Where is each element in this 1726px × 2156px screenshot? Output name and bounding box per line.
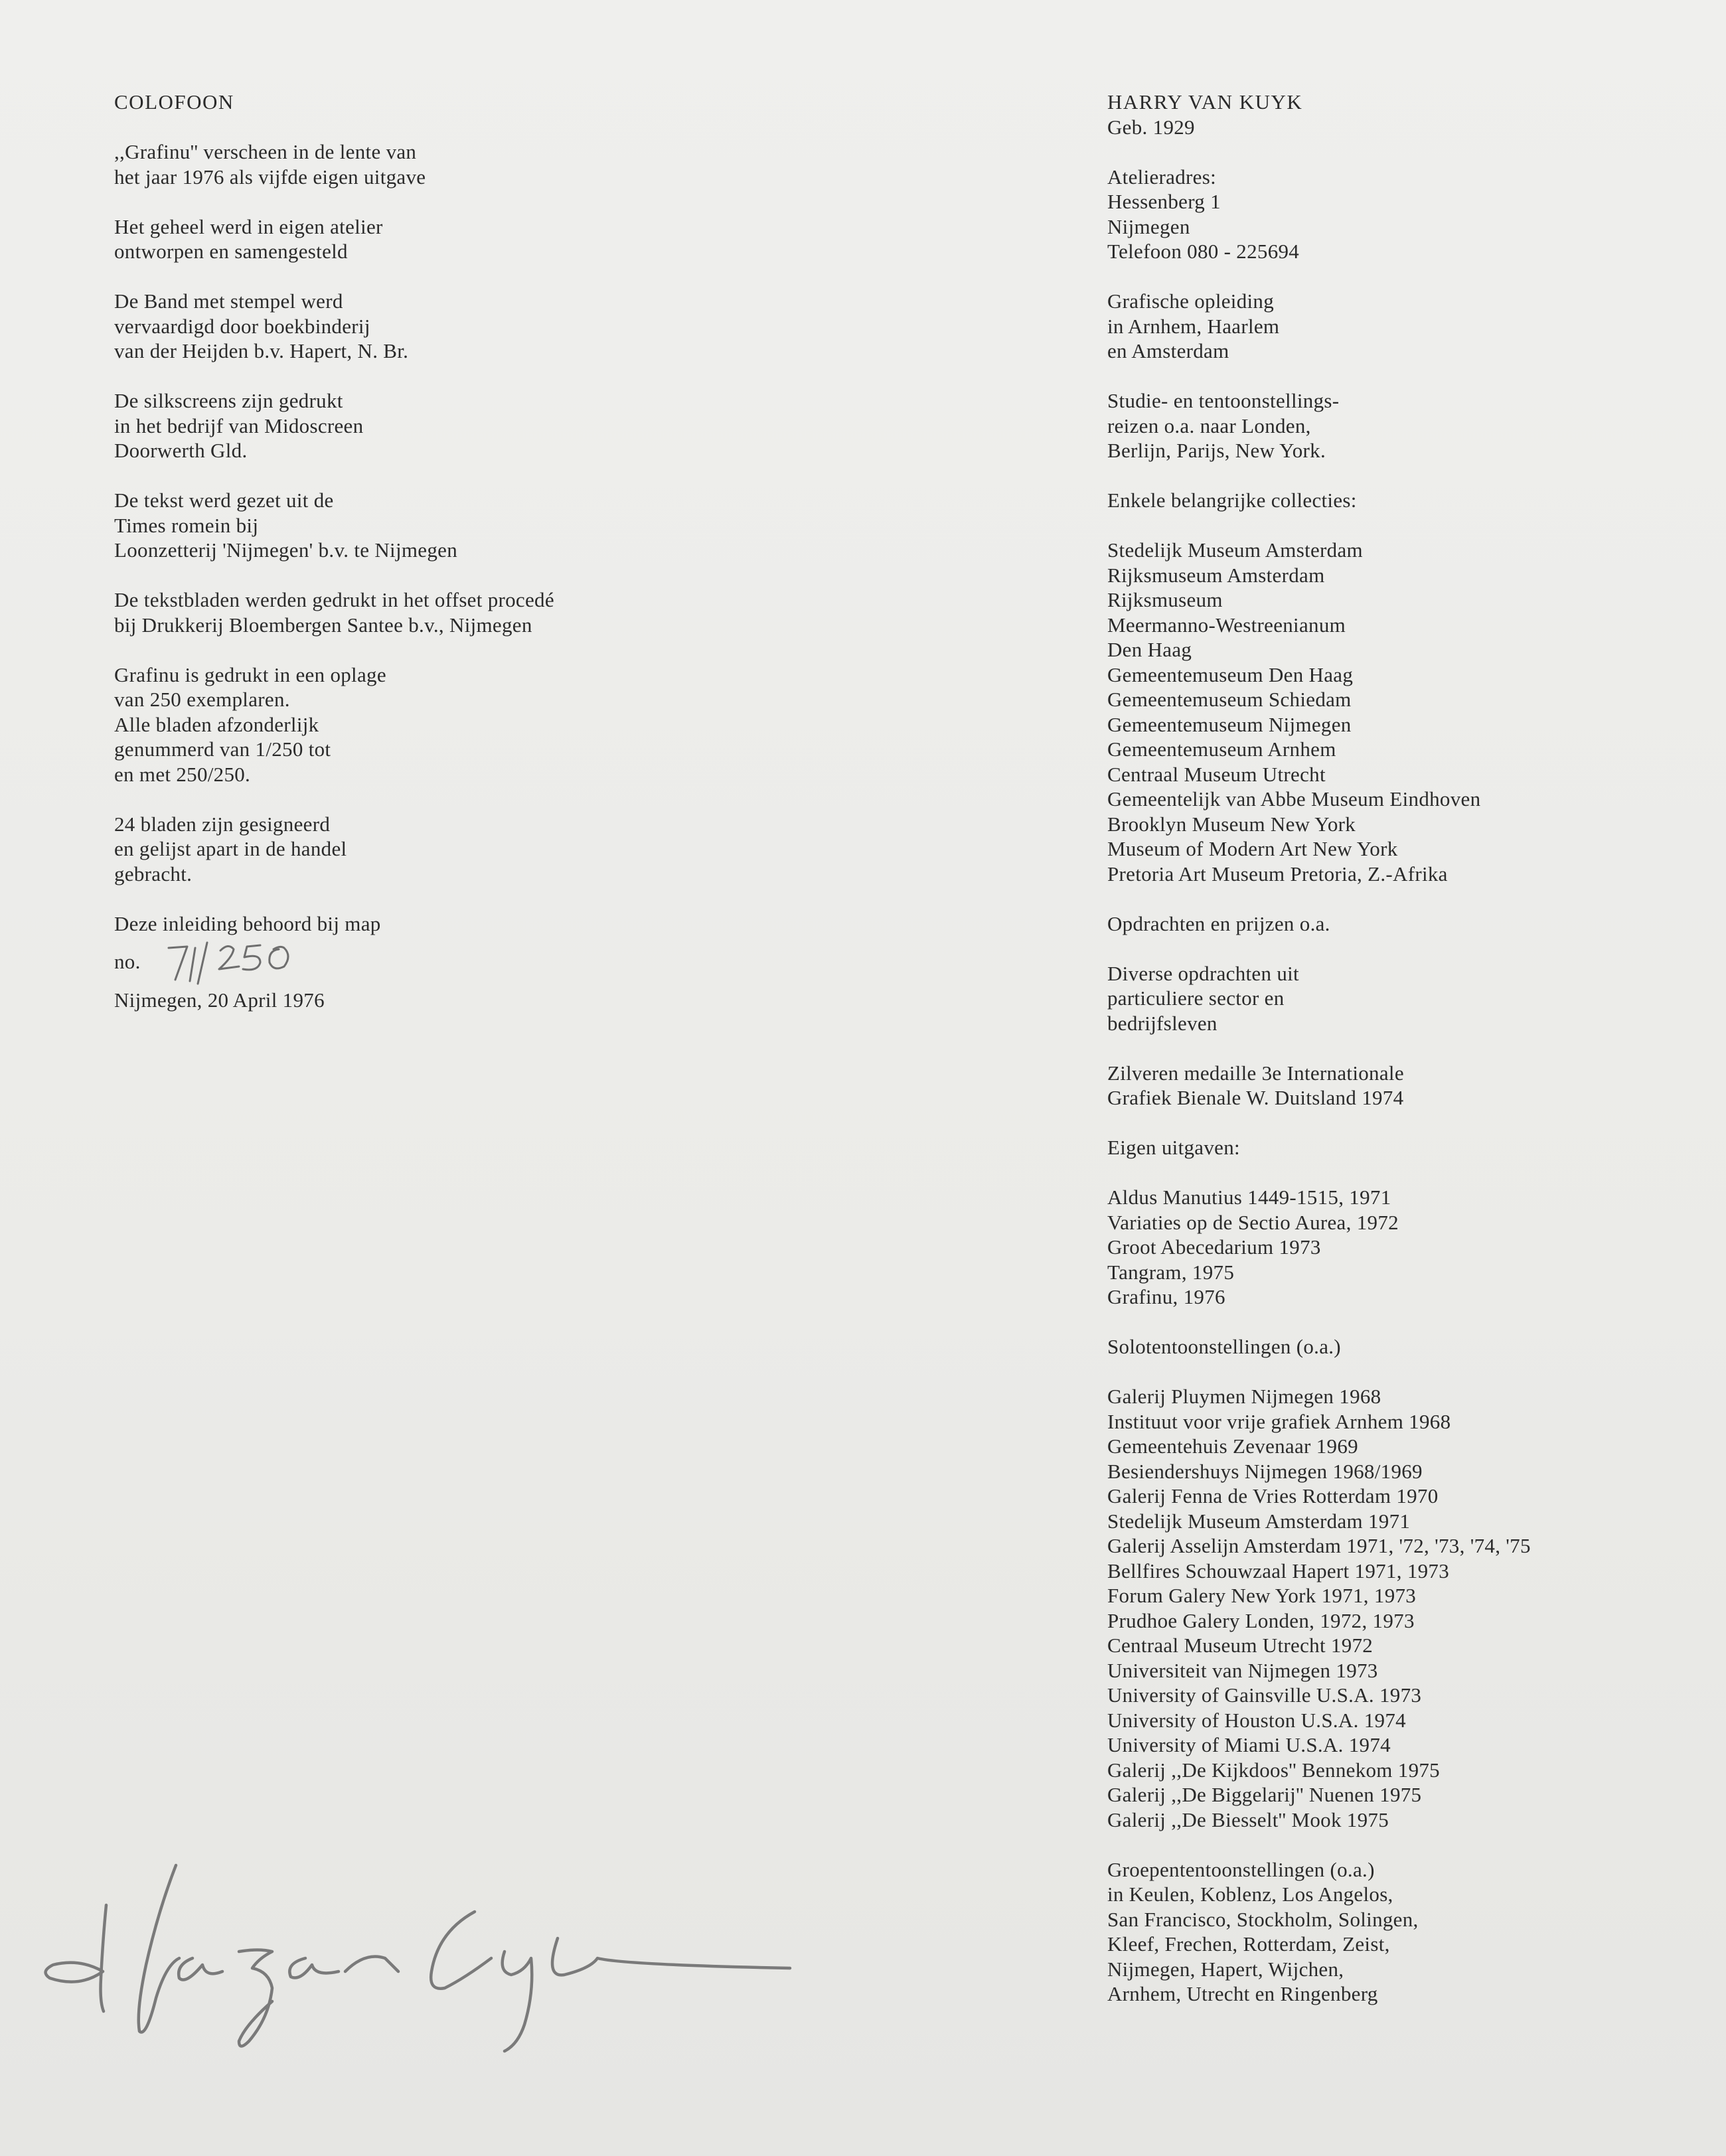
text-line: Diverse opdrachten uit <box>1107 961 1299 985</box>
list-item: Galerij Asselijn Amsterdam 1971, '72, '73, '74, '75 <box>1107 1534 1531 1557</box>
commissions <box>1107 961 1705 1036</box>
text-line: gebracht. <box>114 862 193 886</box>
list-item: Grafinu, 1976 <box>1107 1285 1225 1308</box>
publications-heading: Eigen uitgaven: <box>1107 1136 1240 1159</box>
colophon-paragraph <box>114 139 778 189</box>
number-label: no. <box>114 950 141 973</box>
colophon-paragraph <box>114 662 778 787</box>
text-line: Grafinu is gedrukt in een oplage <box>114 662 386 686</box>
artist-name-heading: HARRY VAN KUYK <box>1107 90 1303 114</box>
list-item: Meermanno-Westreenianum <box>1107 613 1346 637</box>
list-item: Aldus Manutius 1449-1515, 1971 <box>1107 1186 1391 1209</box>
list-item: Gemeentemuseum Arnhem <box>1107 737 1336 761</box>
text-line: Grafiek Bienale W. Duitsland 1974 <box>1107 1086 1404 1109</box>
text-line: in het bedrijf van Midoscreen <box>114 414 364 437</box>
colophon-paragraph <box>114 289 778 364</box>
list-item: Gemeentehuis Zevenaar 1969 <box>1107 1434 1358 1458</box>
colophon-paragraph <box>114 812 778 887</box>
list-item: Tangram, 1975 <box>1107 1260 1235 1284</box>
list-item: Prudhoe Galery Londen, 1972, 1973 <box>1107 1608 1415 1632</box>
list-item: University of Miami U.S.A. 1974 <box>1107 1733 1391 1756</box>
list-item: Universiteit van Nijmegen 1973 <box>1107 1658 1378 1682</box>
collections-list <box>1107 538 1705 886</box>
text-line: Groepententoonstellingen (o.a.) <box>1107 1857 1375 1881</box>
place-date: Nijmegen, 20 April 1976 <box>114 988 325 1012</box>
group-exhibitions <box>1107 1857 1705 2007</box>
list-item: Brooklyn Museum New York <box>1107 812 1356 836</box>
text-line: Hessenberg 1 <box>1107 190 1221 213</box>
text-line: en gelijst apart in de handel <box>114 837 347 860</box>
text-line: Het geheel werd in eigen atelier <box>114 214 383 238</box>
text-line: bij Drukkerij Bloembergen Santee b.v., Nijmegen <box>114 613 532 637</box>
list-item: University of Gainsville U.S.A. 1973 <box>1107 1683 1422 1707</box>
list-item: Centraal Museum Utrecht <box>1107 762 1326 786</box>
text-line: Times romein bij <box>114 513 259 537</box>
list-item: Variaties op de Sectio Aurea, 1972 <box>1107 1210 1399 1234</box>
list-item: Gemeentelijk van Abbe Museum Eindhoven <box>1107 787 1481 810</box>
list-item: Rijksmuseum <box>1107 588 1223 611</box>
list-item: Pretoria Art Museum Pretoria, Z.-Afrika <box>1107 862 1448 886</box>
text-line: De tekst werd gezet uit de <box>114 489 334 512</box>
list-item: Galerij ,,De Biggelarij'' Nuenen 1975 <box>1107 1783 1422 1806</box>
list-item: Stedelijk Museum Amsterdam 1971 <box>1107 1509 1411 1533</box>
education <box>1107 289 1705 364</box>
text-line: Kleef, Frechen, Rotterdam, Zeist, <box>1107 1932 1390 1956</box>
list-item: Instituut voor vrije grafiek Arnhem 1968 <box>1107 1409 1451 1433</box>
text-line: van der Heijden b.v. Hapert, N. Br. <box>114 339 409 362</box>
text-line: Studie- en tentoonstellings- <box>1107 389 1340 412</box>
text-line: Atelieradres: <box>1107 165 1216 189</box>
list-item: Centraal Museum Utrecht 1972 <box>1107 1634 1373 1657</box>
text-line: 24 bladen zijn gesigneerd <box>114 812 331 836</box>
text-line: Nijmegen, Hapert, Wijchen, <box>1107 1957 1344 1981</box>
text-line: Alle bladen afzonderlijk <box>114 712 319 736</box>
colophon-column <box>114 90 778 1013</box>
list-item: Galerij Pluymen Nijmegen 1968 <box>1107 1385 1381 1408</box>
text-line: genummerd van 1/250 tot <box>114 737 331 761</box>
list-item: Rijksmuseum Amsterdam <box>1107 563 1325 587</box>
list-item: Forum Galery New York 1971, 1973 <box>1107 1584 1417 1607</box>
colophon-paragraph <box>114 488 778 563</box>
commissions-heading: Opdrachten en prijzen o.a. <box>1107 911 1330 935</box>
colophon-paragraph <box>114 214 778 264</box>
handwritten-copy-number <box>161 928 333 988</box>
text-line: Berlijn, Parijs, New York. <box>1107 439 1326 462</box>
list-item: Museum of Modern Art New York <box>1107 837 1398 860</box>
text-line: De Band met stempel werd <box>114 289 343 313</box>
text-line: bedrijfsleven <box>1107 1011 1217 1035</box>
text-line: van 250 exemplaren. <box>114 688 290 711</box>
travels <box>1107 388 1705 463</box>
list-item: University of Houston U.S.A. 1974 <box>1107 1708 1406 1732</box>
list-item: Bellfires Schouwzaal Hapert 1971, 1973 <box>1107 1559 1450 1582</box>
publications-list <box>1107 1185 1705 1310</box>
solo-exhibitions-heading: Solotentoonstellingen (o.a.) <box>1107 1335 1341 1358</box>
studio-address <box>1107 165 1705 264</box>
text-line: reizen o.a. naar Londen, <box>1107 414 1311 437</box>
colophon-paragraph <box>114 587 778 637</box>
text-line: vervaardigd door boekbinderij <box>114 314 370 338</box>
text-line: San Francisco, Stockholm, Solingen, <box>1107 1907 1419 1931</box>
text-line: Loonzetterij 'Nijmegen' b.v. te Nijmegen <box>114 538 458 562</box>
copy-number <box>114 941 778 982</box>
text-line: en met 250/250. <box>114 762 251 786</box>
text-line: Grafische opleiding <box>1107 289 1275 313</box>
solo-exhibitions-list <box>1107 1384 1705 1832</box>
list-item: Galerij ,,De Biesselt'' Mook 1975 <box>1107 1808 1389 1831</box>
colophon-heading: COLOFOON <box>114 90 234 114</box>
list-item: Den Haag <box>1107 638 1192 661</box>
list-item: Gemeentemuseum Den Haag <box>1107 662 1354 686</box>
text-line: ,,Grafinu'' verscheen in de lente van <box>114 140 417 163</box>
list-item: Besiendershuys Nijmegen 1968/1969 <box>1107 1459 1423 1483</box>
text-line: Doorwerth Gld. <box>114 439 248 462</box>
list-item: Galerij ,,De Kijkdoos'' Bennekom 1975 <box>1107 1758 1440 1782</box>
text-line: Telefoon 080 - 225694 <box>1107 240 1300 263</box>
text-line: het jaar 1976 als vijfde eigen uitgave <box>114 165 426 189</box>
text-line: en Amsterdam <box>1107 339 1229 362</box>
text-line: ontworpen en samengesteld <box>114 240 348 263</box>
list-item: Stedelijk Museum Amsterdam <box>1107 538 1363 562</box>
text-line: in Keulen, Koblenz, Los Angelos, <box>1107 1883 1393 1906</box>
list-item: Gemeentemuseum Nijmegen <box>1107 712 1352 736</box>
text-line: De silkscreens zijn gedrukt <box>114 389 343 412</box>
artist-signature <box>40 1859 836 2058</box>
awards <box>1107 1061 1705 1111</box>
text-line: De tekstbladen werden gedrukt in het offset procedé <box>114 588 554 611</box>
birth-year: Geb. 1929 <box>1107 115 1195 139</box>
list-item: Galerij Fenna de Vries Rotterdam 1970 <box>1107 1484 1439 1507</box>
list-item: Gemeentemuseum Schiedam <box>1107 688 1352 711</box>
text-line: Deze inleiding behoord bij map <box>114 911 381 935</box>
colophon-paragraph <box>114 388 778 463</box>
text-line: Nijmegen <box>1107 214 1190 238</box>
list-item: Groot Abecedarium 1973 <box>1107 1235 1321 1259</box>
text-line: in Arnhem, Haarlem <box>1107 314 1280 338</box>
collections-heading: Enkele belangrijke collecties: <box>1107 489 1357 512</box>
text-line: Arnhem, Utrecht en Ringenberg <box>1107 1982 1378 2005</box>
text-line: particuliere sector en <box>1107 986 1285 1010</box>
artist-biography-column <box>1107 90 1705 2007</box>
text-line: Zilveren medaille 3e Internationale <box>1107 1061 1404 1085</box>
